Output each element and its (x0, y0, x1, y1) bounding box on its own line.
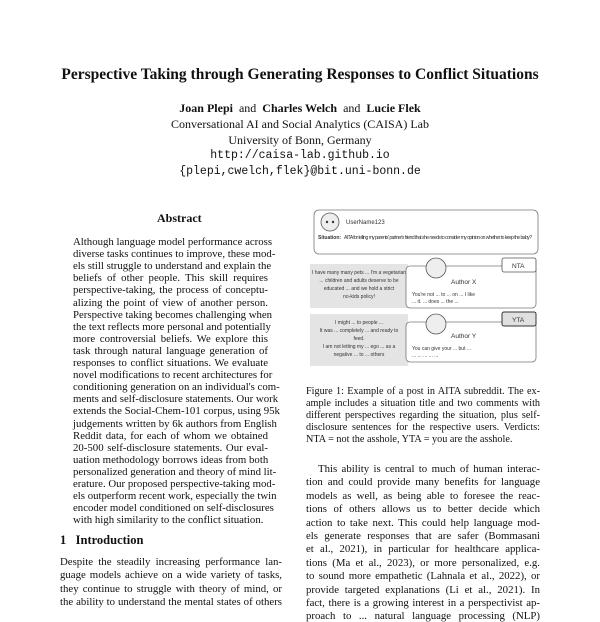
situation-text: AITA for telling my parents' partner's friend that she needs to consider my opinion on whether to keep the baby? (344, 235, 532, 241)
text-line: task through natural language generation of (73, 344, 268, 357)
text-line: proach to ... natural language processing (NLP) (306, 610, 540, 622)
figure-text-line: educated ... and we hold a strict (323, 286, 395, 292)
and-text: and (343, 101, 361, 115)
text-line: et al., 2021), in particular for healthcare applica- (306, 543, 540, 556)
author-name: Joan Plepi (179, 101, 233, 115)
text-line: they continue to struggle with theory of mind, or (60, 582, 282, 595)
and-text: and (238, 101, 257, 115)
text-line: beliefs of other people. This skill requires (73, 272, 268, 285)
text-line: more controversial beliefs. We explore this (73, 332, 268, 345)
figure-text-line: It was ... completely ... and ready to (319, 328, 399, 334)
text-line: action to take next. This could help language mod- (306, 516, 540, 529)
text-line: novel modifications to recent architectures for (73, 369, 273, 382)
figure-text-line: I have many many pets ... I'm a vegetarian (311, 270, 407, 276)
text-line: ments and self-disclosure statements. Our work (73, 393, 279, 406)
figure-text-line: negative ... to ... others (333, 352, 385, 358)
figure-text-line: I am not letting my ... ego ... as a (322, 344, 396, 350)
text-line: Figure 1: Example of a post in AITA subreddit. The ex- (306, 386, 540, 397)
text-line: ample includes a situation title and two comments with (306, 398, 540, 410)
text-line: with high similarity to the conflict situation. (73, 514, 264, 527)
text-line: perspective-taking, the process of conceptu- (73, 284, 268, 297)
figure-text-line: You can give your ... but ... (412, 346, 472, 352)
text-line: els outperform recent work, especially the twin (73, 490, 277, 503)
author-name: Charles Welch (262, 101, 338, 115)
text-line: This ability is central to much of human interac- (318, 463, 540, 475)
text-line: Perspective taking becomes challenging when (73, 308, 273, 321)
figure-text-line: no-kids policy! (343, 294, 375, 300)
text-line: disclosure sentences for the respective users. Verdicts: (306, 422, 540, 434)
text-line: guage models achieve on a wide variety of tasks, (60, 569, 282, 582)
text-line: els still struggle to understand and explain the (73, 260, 272, 273)
text-line: encoder model conditioned on self-disclosures (73, 502, 274, 515)
author-x-avatar-icon (426, 258, 446, 278)
figure-text-line: You're not ... to ... on ... I like (412, 292, 476, 298)
figure-text-line: I might ... to people ... (334, 320, 384, 326)
text-line: 20-500 self-disclosure statements. Our eval- (73, 441, 268, 454)
text-line: els generate responses that are safer (Bommasani (306, 530, 540, 542)
username: UserName123 (346, 220, 385, 226)
text-line: different perspectives regarding the situation, plus self- (306, 410, 540, 422)
text-line: tions (Ma et al., 2023), or more personalized, e.g. (306, 556, 540, 569)
reddit-avatar-icon (321, 213, 339, 231)
text-line: NTA = not the asshole, YTA = you are the asshole. (306, 434, 513, 446)
figure-1 (306, 208, 540, 384)
figure-text-line: feed. (353, 336, 365, 342)
text-line: provide targeted explanations (Li et al., 2021). In (306, 583, 540, 596)
author-name: Lucie Flek (366, 101, 421, 115)
author-list (0, 101, 600, 116)
text-line: alizing the point of view of another person. (73, 296, 268, 309)
text-line: Despite the steadily increasing performance lan- (60, 556, 282, 568)
text-line: tions of others allows us to better decide which (306, 503, 540, 516)
text-line: tion and could provide many benefits for language (306, 476, 540, 489)
paper-title: Perspective Taking through Generating Responses to Conflict Situations (61, 66, 539, 83)
text-line: Reddit data, for each of whom we obtained (73, 429, 268, 442)
affiliation: Conversational AI and Social Analytics (CAISA) Lab (171, 117, 429, 131)
text-line: extends the Social-Chem-101 corpus, using 95k (73, 405, 280, 418)
text-line: fact, there is a growing interest in a perspectivist ap- (306, 597, 540, 609)
situation-box (314, 210, 538, 254)
text-line: conditioning generation on an individual's com- (73, 381, 280, 394)
text-line: to sound more empathetic (Lahnala et al., 2022), or (306, 570, 540, 583)
text-line: judgements written by 6k authors from English (73, 417, 277, 430)
author-y-label: Author Y (451, 333, 477, 340)
introduction-heading: 1 Introduction (60, 533, 144, 547)
figure-text-line: ... it. ... does ... the ... (412, 299, 459, 305)
text-line: models as well, as being able to foresee the reac- (306, 489, 540, 502)
text-line: the ability to understand the mental states of others (60, 596, 282, 609)
situation-label: Situation: (318, 235, 342, 241)
text-line: erature. Our proposed perspective-taking mod- (73, 478, 276, 490)
figure-text-line: ... ... ... ... ... (412, 353, 439, 359)
verdict-nta: NTA (512, 263, 525, 270)
text-line: uation methodology borrows ideas from both (73, 453, 269, 466)
text-line: Although language model performance across (73, 236, 273, 248)
text-line: responses to conflict situations. We evaluate (73, 357, 268, 369)
abstract-heading: Abstract (157, 211, 202, 225)
lab-url[interactable]: http://caisa-lab.github.io (210, 149, 390, 162)
text-line: diverse tasks continues to improve, these mod- (73, 248, 276, 261)
text-line: the text reflects more personal and potentially (73, 320, 271, 333)
author-x-label: Author X (451, 279, 477, 286)
text-line: personalized generation and theory of mind lit- (73, 465, 277, 478)
verdict-yta: YTA (512, 317, 525, 324)
figure-text-line: ... children and adults deserve to be (319, 278, 399, 284)
author-y-avatar-icon (426, 314, 446, 334)
university: University of Bonn, Germany (228, 133, 372, 147)
email[interactable]: {plepi,cwelch,flek}@bit.uni-bonn.de (179, 165, 421, 178)
